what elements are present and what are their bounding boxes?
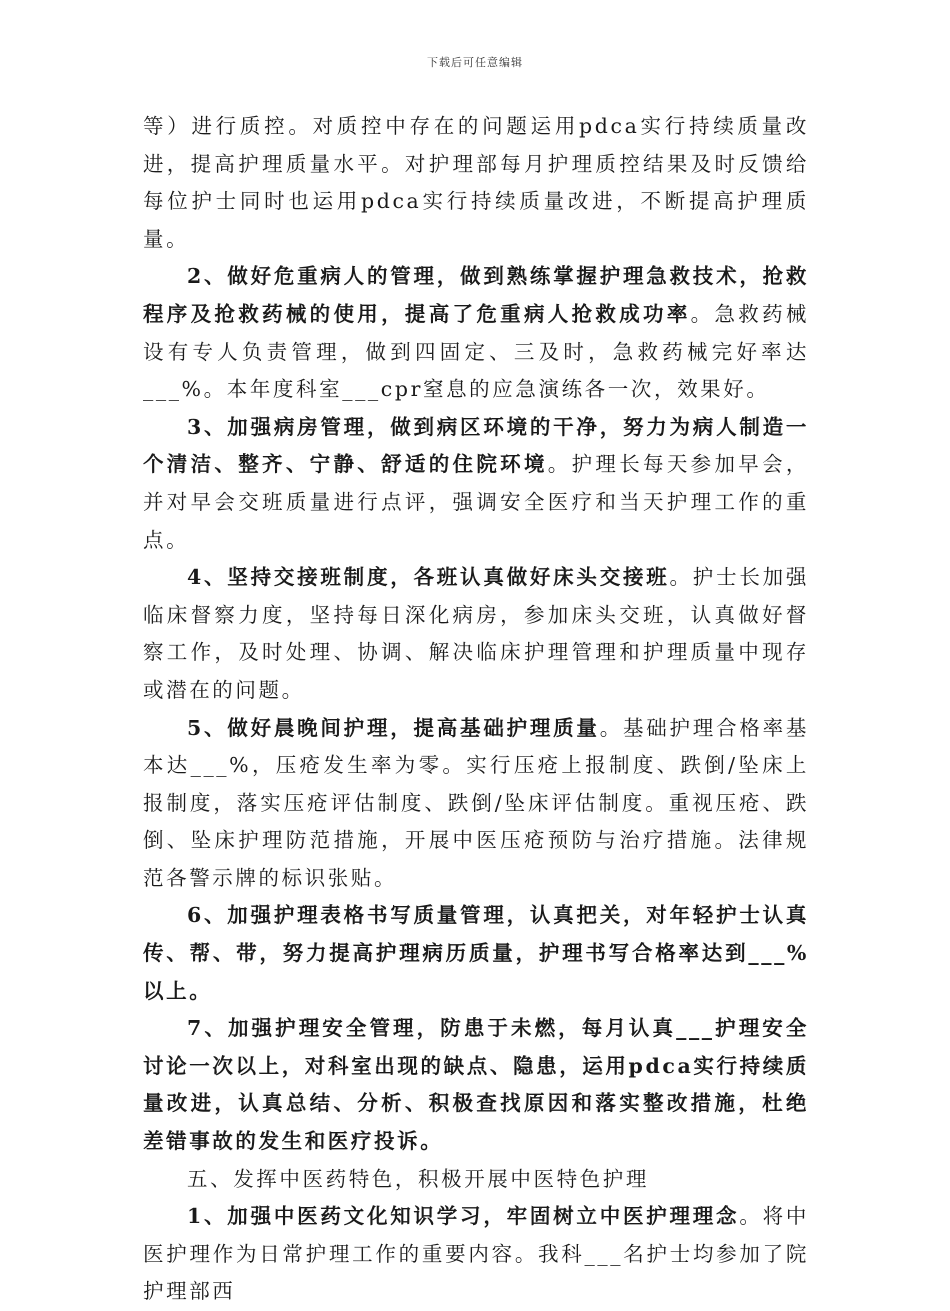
paragraph-lead: 1、加强中医药文化知识学习，牢固树立中医护理理念 — [187, 1204, 740, 1229]
document-body — [143, 108, 809, 1311]
paragraph-lead: 7、加强护理安全管理，防患于未燃，每月认真___护理安全讨论一次以上，对科室出现的缺点、隐患，运用pdca实行持续质量改进，认真总结、分析、积极查找原因和落实整改措施，杜绝差错事故的发生和医疗投诉。 — [143, 1016, 809, 1154]
section-heading — [143, 1161, 809, 1199]
paragraph-item-section5-1 — [143, 1198, 809, 1311]
paragraph-item-6 — [143, 897, 809, 1010]
paragraph-lead: 5、做好晨晚间护理，提高基础护理质量 — [187, 715, 600, 740]
section-heading-text: 五、发挥中医药特色，积极开展中医特色护理 — [187, 1166, 649, 1191]
paragraph-lead: 4、坚持交接班制度，各班认真做好床头交接班 — [187, 565, 670, 590]
paragraph-item-4 — [143, 559, 809, 709]
paragraph-lead: 3、加强病房管理，做到病区环境的干净，努力为病人制造一个清洁、整齐、宁静、舒适的住院环境 — [143, 414, 809, 477]
paragraph-text: 等）进行质控。对质控中存在的问题运用pdca实行持续质量改进，提高护理质量水平。对护理部每月护理质控结果及时反馈给每位护士同时也运用pdca实行持续质量改进，不断提高护理质量。 — [143, 114, 809, 251]
paragraph-lead: 2、做好危重病人的管理，做到熟练掌握护理急救技术，抢救程序及抢救药械的使用，提高了危重病人抢救成功率 — [143, 264, 809, 326]
paragraph-item-5 — [143, 710, 809, 898]
page-header-note: 下载后可任意编辑 — [427, 56, 523, 69]
paragraph-item-7 — [143, 1010, 809, 1160]
paragraph-text: 。急救药械设有专人负责管理，做到四固定、三及时，急救药械完好率达___%。本年度科室___cpr窒息的应急演练各一次，效果好。 — [143, 301, 809, 402]
paragraph-text: 。将中医护理作为日常护理工作的重要内容。我科___名护士均参加了院护理部西 — [143, 1204, 809, 1304]
paragraph-text: 。基础护理合格率基本达___%，压疮发生率为零。实行压疮上报制度、跌倒/坠床上报制度，落实压疮评估制度、跌倒/坠床评估制度。重视压疮、跌倒、坠床护理防范措施，开展中医压疮预防与治疗措施。法律规范各警示牌的标识张贴。 — [143, 715, 809, 890]
paragraph-text: 。护士长加强临床督察力度，坚持每日深化病房，参加床头交班，认真做好督察工作，及时处理、协调、解决临床护理管理和护理质量中现存或潜在的问题。 — [143, 565, 809, 702]
paragraph-lead: 6、加强护理表格书写质量管理，认真把关，对年轻护士认真传、帮、带，努力提高护理病历质量，护理书写合格率达到___%以上。 — [143, 903, 809, 1003]
paragraph-text: 。护理长每天参加早会，并对早会交班质量进行点评，强调安全医疗和当天护理工作的重点。 — [143, 452, 809, 552]
paragraph-continuation — [143, 108, 809, 258]
paragraph-item-3 — [143, 409, 809, 559]
paragraph-item-2 — [143, 258, 809, 408]
